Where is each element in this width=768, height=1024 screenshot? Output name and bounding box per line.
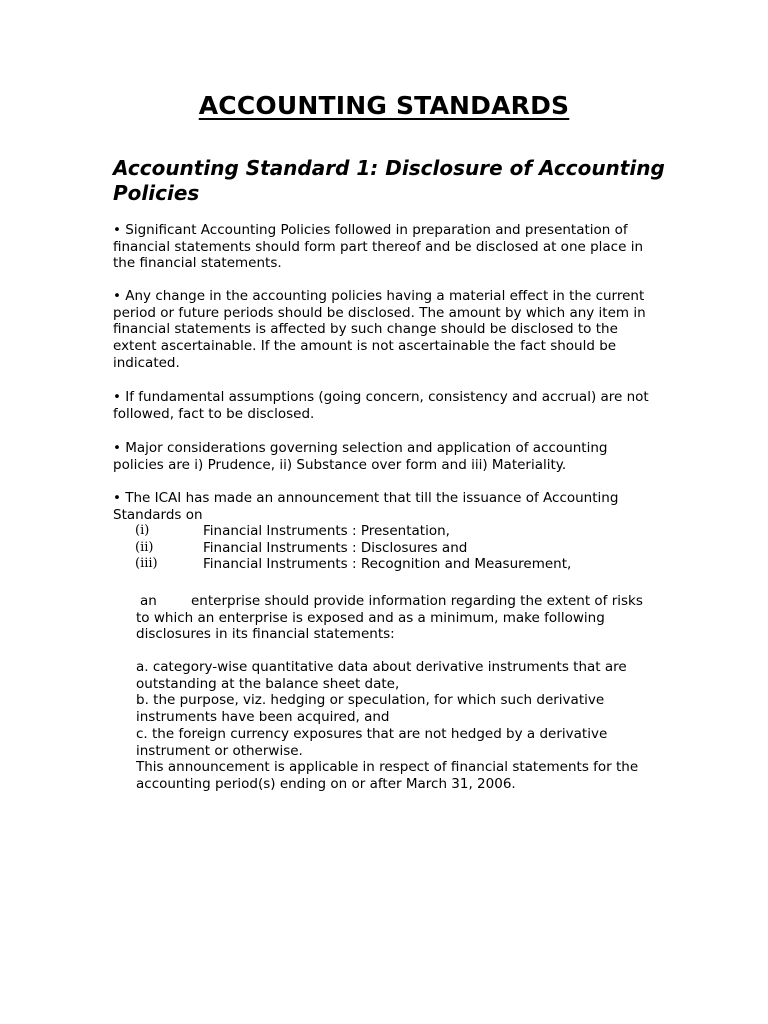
- list-text: Financial Instruments : Presentation,: [203, 523, 450, 539]
- list-number: (iii): [135, 556, 158, 572]
- paragraph-icai-announcement: • The ICAI has made an announcement that till the issuance of Accounting Standards on: [113, 490, 619, 523]
- disclosure-item: a. category-wise quantitative data about derivative instruments that are outstanding at the balance sheet date,: [136, 659, 627, 692]
- intro-text: enterprise should provide information regarding the extent of risks to which an enterprise is exposed and as a minimum, make following disclosures in its financial statements:: [136, 593, 643, 643]
- list-number: (ii): [135, 539, 154, 555]
- paragraph-fundamental-assumptions: • If fundamental assumptions (going concern, consistency and accrual) are not followed, fact to be disclosed.: [113, 389, 649, 422]
- closing-statement: This announcement is applicable in respect of financial statements for the accounting period(s) ending on or after March 31, 2006.: [136, 759, 639, 792]
- list-text: Financial Instruments : Recognition and Measurement,: [203, 556, 572, 573]
- paragraph-change-in-policies: • Any change in the accounting policies having a material effect in the current period or future periods should be disclosed. The amount by which any item in financial statements is affected by such change should be disclosed to the extent ascertainable. If the amount is not ascertainable the fact should be indicated.: [113, 288, 646, 371]
- disclosures-block: [136, 659, 656, 793]
- list-text: Financial Instruments : Disclosures and: [203, 539, 468, 556]
- instruments-list: [113, 523, 673, 573]
- list-number: (i): [135, 523, 150, 538]
- list-item: [113, 523, 673, 540]
- paragraph-major-considerations: • Major considerations governing selection and application of accounting policies are i) Prudence, ii) Substance over form and iii) Materiality.: [113, 440, 608, 473]
- disclosure-item: b. the purpose, viz. hedging or speculation, for which such derivative instruments have been acquired, and: [136, 692, 605, 726]
- list-item: [113, 556, 673, 573]
- page-title: ACCOUNTING STANDARDS: [198, 91, 570, 120]
- list-item: [113, 540, 673, 557]
- intro-word: an: [140, 593, 157, 609]
- section-title: Accounting Standard 1: Disclosure of Accounting Policies: [113, 156, 665, 205]
- paragraph-significant-policies: • Significant Accounting Policies followed in preparation and presentation of financial statements should form part thereof and be disclosed at one place in the financial statements.: [113, 222, 644, 272]
- disclosure-item: c. the foreign currency exposures that are not hedged by a derivative instrument or otherwise.: [136, 725, 608, 759]
- disclosure-intro: [136, 593, 656, 643]
